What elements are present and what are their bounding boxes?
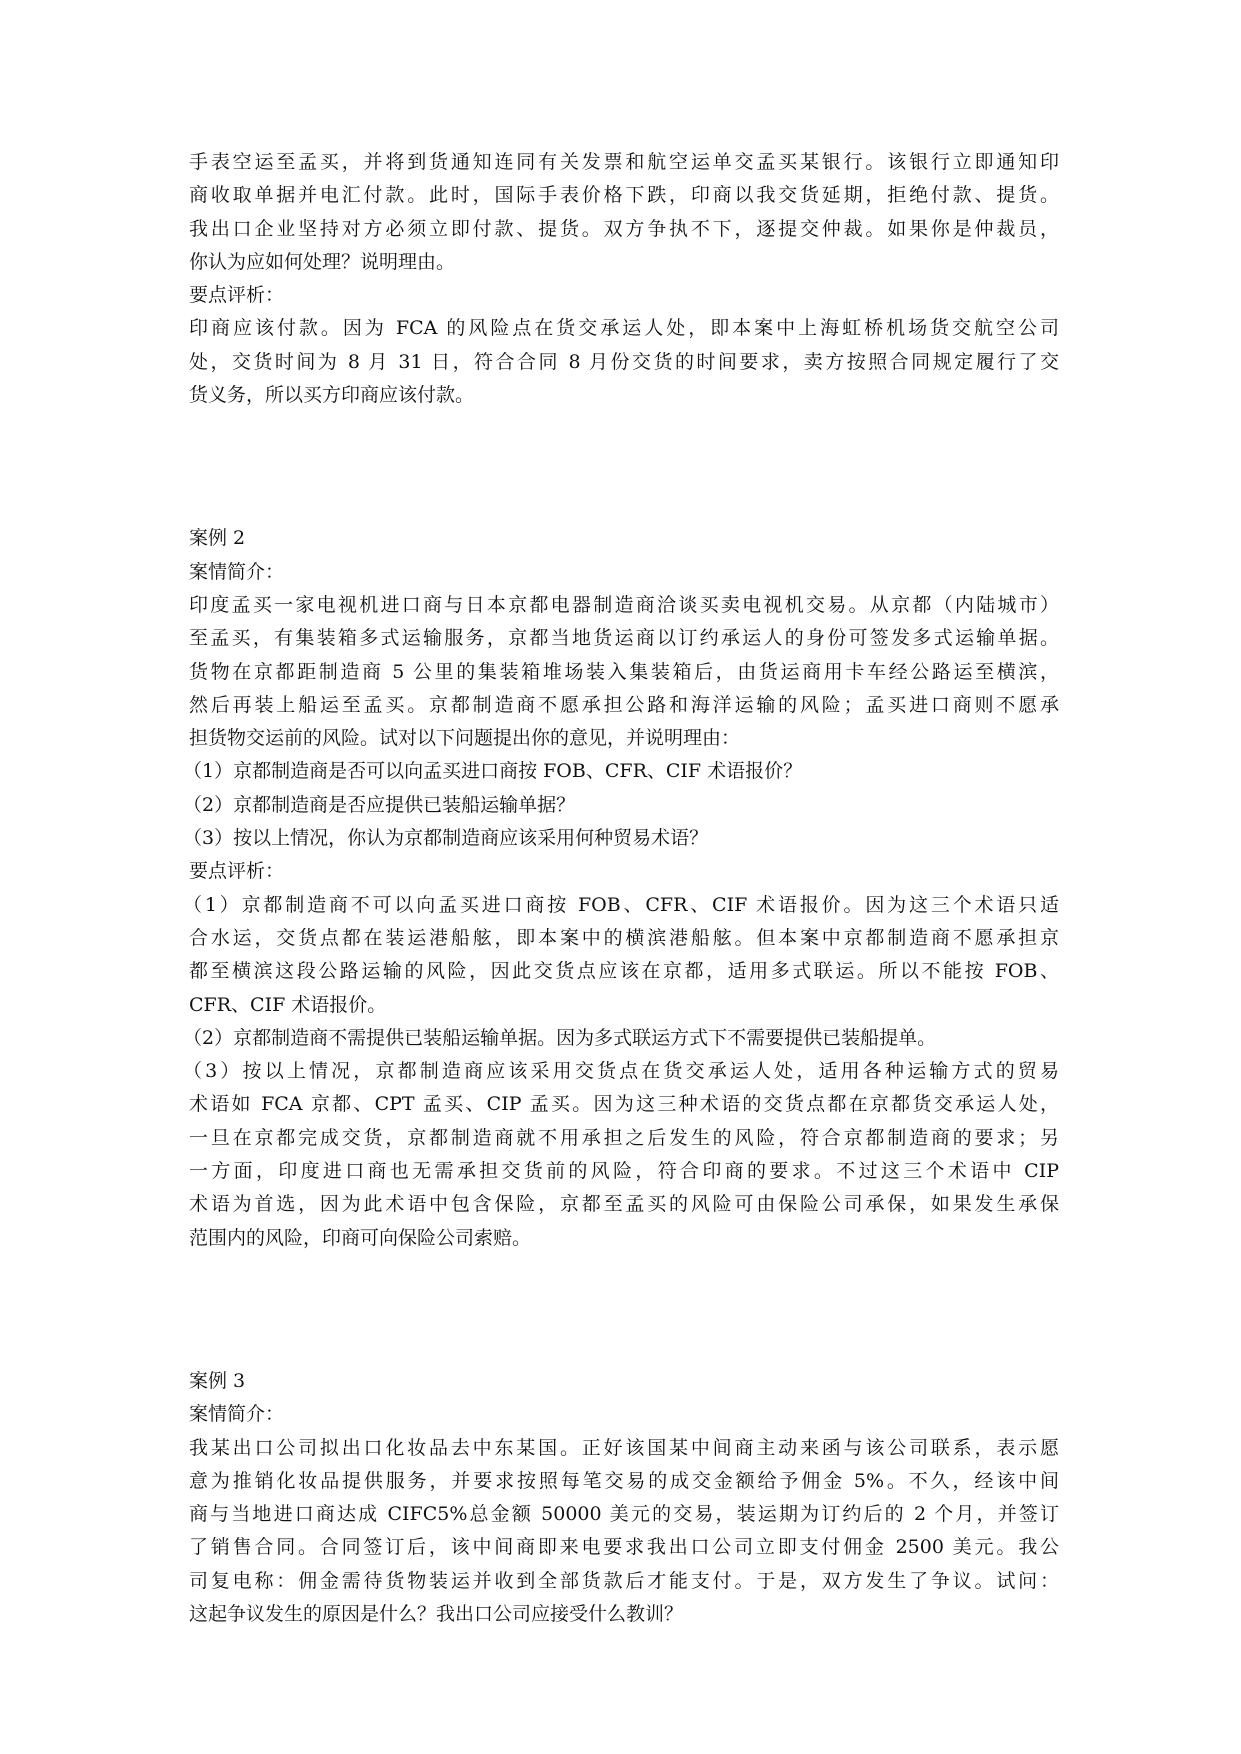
case2-analysis-line: 范围内的风险，印商可向保险公司索赔。 — [189, 1226, 532, 1249]
case3-intro-line: 了销售合同。合同签订后，该中间商即来电要求我出口公司立即支付佣金 2500 美元。我公 — [189, 1536, 1059, 1559]
case2-analysis-line: 一旦在京都完成交货，京都制造商就不用承担之后发生的风险，符合京都制造商的要求；另 — [189, 1126, 1059, 1149]
case2 — [183, 522, 1059, 1255]
case2-analysis-line: （1）京都制造商不可以向孟买进口商按 FOB、CFR、CIF 术语报价。因为这三个术语只适 — [183, 893, 1059, 916]
case1-line: 我出口企业坚持对方必须立即付款、提货。双方争执不下，逐提交仲裁。如果你是仲裁员， — [189, 217, 1059, 240]
case2-question: （1）京都制造商是否可以向孟买进口商按 FOB、CFR、CIF 术语报价？ — [183, 760, 803, 783]
case3-intro-line: 这起争议发生的原因是什么？我出口公司应接受什么教训？ — [189, 1602, 684, 1625]
case2-intro-heading: 案情简介： — [189, 560, 285, 583]
case1-analysis-heading: 要点评析： — [189, 284, 285, 307]
case2-analysis-line: CFR、CIF 术语报价。 — [189, 993, 387, 1016]
case1-line: 你认为应如何处理？说明理由。 — [189, 250, 456, 273]
case3-intro-line: 我某出口公司拟出口化妆品去中东某国。正好该国某中间商主动来函与该公司联系，表示愿 — [189, 1436, 1059, 1459]
case1-tail — [189, 146, 1059, 412]
case3-intro-line: 商与当地进口商达成 CIFC5%总金额 50000 美元的交易，装运期为订约后的 2 个月，并签订 — [189, 1503, 1059, 1526]
case1-analysis-line: 印商应该付款。因为 FCA 的风险点在货交承运人处，即本案中上海虹桥机场货交航空公司 — [189, 317, 1059, 340]
case2-analysis-line: 合水运，交货点都在装运港船舷，即本案中的横滨港船舷。但本案中京都制造商不愿承担京 — [189, 926, 1059, 949]
document-page — [183, 146, 1059, 1631]
case2-analysis-line: 术语如 FCA 京都、CPT 孟买、CIP 孟买。因为这三种术语的交货点都在京都货交承运人处， — [189, 1093, 1059, 1116]
case2-intro-line: 担货物交运前的风险。试对以下问题提出你的意见，并说明理由： — [189, 727, 741, 750]
case3-title: 案例 3 — [189, 1369, 246, 1392]
case3-intro-line: 意为推销化妆品提供服务，并要求按照每笔交易的成交金额给予佣金 5%。不久，经该中间 — [189, 1469, 1059, 1492]
case2-analysis-line: 术语为首选，因为此术语中包含保险，京都至孟买的风险可由保险公司承保，如果发生承保 — [189, 1193, 1059, 1216]
spacer — [189, 1255, 1059, 1365]
case2-analysis-heading: 要点评析： — [189, 860, 285, 883]
case2-intro-line: 货物在京都距制造商 5 公里的集装箱堆场装入集装箱后，由货运商用卡车经公路运至横滨， — [189, 660, 1059, 683]
case2-intro-line: 然后再装上船运至孟买。京都制造商不愿承担公路和海洋运输的风险；孟买进口商则不愿承 — [189, 693, 1059, 716]
case2-analysis-line: （2）京都制造商不需提供已装船运输单据。因为多式联运方式下不需要提供已装船提单。 — [183, 1026, 937, 1049]
case1-analysis-line: 处，交货时间为 8 月 31 日，符合合同 8 月份交货的时间要求，卖方按照合同规定履行了交 — [189, 350, 1059, 373]
case2-question: （3）按以上情况，你认为京都制造商应该采用何种贸易术语？ — [183, 827, 709, 850]
case2-analysis-line: 都至横滨这段公路运输的风险，因此交货点应该在京都，适用多式联运。所以不能按 FOB、 — [189, 960, 1059, 983]
case2-intro-line: 印度孟买一家电视机进口商与日本京都电器制造商洽谈买卖电视机交易。从京都（内陆城市） — [189, 593, 1059, 616]
case2-question: （2）京都制造商是否应提供已装船运输单据？ — [183, 793, 576, 816]
case3-intro-line: 司复电称：佣金需待货物装运并收到全部货款后才能支付。于是，双方发生了争议。试问： — [189, 1569, 1059, 1592]
case2-analysis-line: （3）按以上情况，京都制造商应该采用交货点在货交承运人处，适用各种运输方式的贸易 — [183, 1060, 1059, 1083]
case1-line: 商收取单据并电汇付款。此时，国际手表价格下跌，印商以我交货延期，拒绝付款、提货。 — [189, 184, 1059, 207]
case1-line: 手表空运至孟买，并将到货通知连同有关发票和航空运单交孟买某银行。该银行立即通知印 — [189, 151, 1059, 173]
spacer — [189, 412, 1059, 522]
case2-intro-line: 至孟买，有集装箱多式运输服务，京都当地货运商以订约承运人的身份可签发多式运输单据。 — [189, 627, 1059, 650]
case2-title: 案例 2 — [189, 527, 246, 550]
case3 — [189, 1365, 1059, 1631]
case1-analysis-line: 货义务，所以买方印商应该付款。 — [189, 384, 475, 407]
case2-analysis-line: 一方面，印度进口商也无需承担交货前的风险，符合印商的要求。不过这三个术语中 CIP — [189, 1160, 1059, 1183]
case3-intro-heading: 案情简介： — [189, 1403, 285, 1426]
